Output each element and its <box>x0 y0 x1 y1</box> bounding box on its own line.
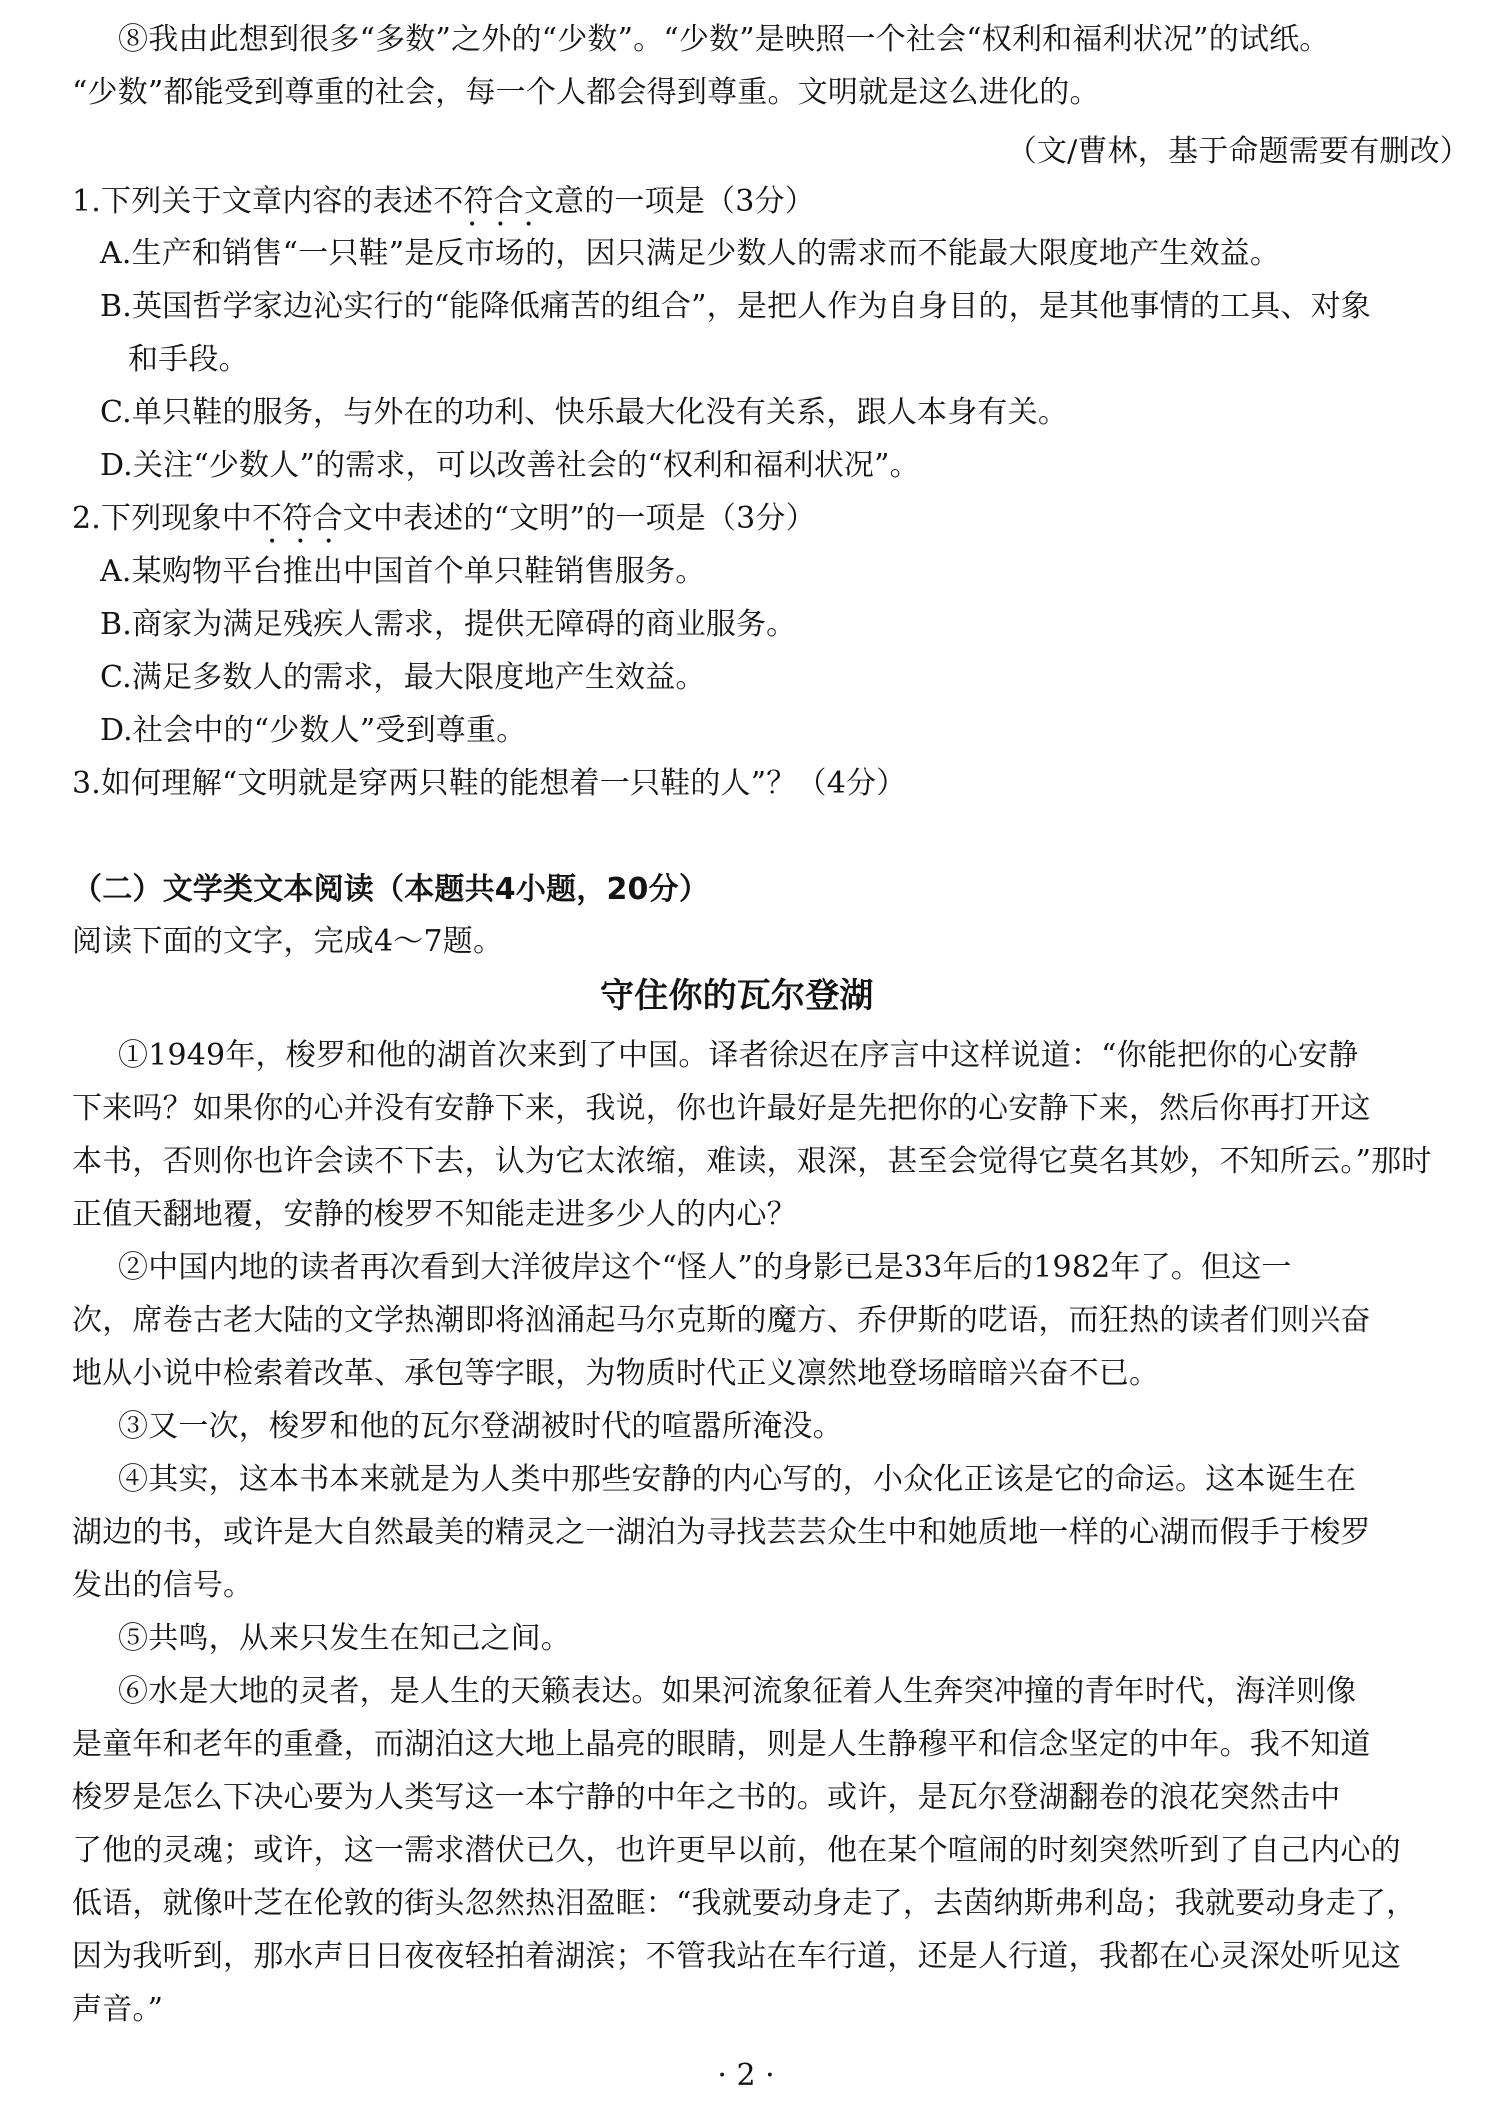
question-1-option-c: C.单只鞋的服务，与外在的功利、快乐最大化没有关系，跟人本身有关。 <box>100 395 1069 430</box>
story-paragraph-4-line-2: 湖边的书，或许是大自然最美的精灵之一湖泊为寻找芸芸众生中和她质地一样的心湖而假手于梭罗 <box>72 1515 1371 1550</box>
story-paragraph-5-line-1: ⑤共鸣，从来只发生在知己之间。 <box>118 1621 571 1656</box>
story-paragraph-6-line-1: ⑥水是大地的灵者，是人生的天籁表达。如果河流象征着人生奔突冲撞的青年时代，海洋则像 <box>118 1674 1357 1709</box>
story-paragraph-1-line-3: 本书，否则你也许会读不下去，认为它太浓缩，难读，艰深，甚至会觉得它莫名其妙，不知所云。”那时 <box>72 1144 1432 1179</box>
story-paragraph-3-line-1: ③又一次，梭罗和他的瓦尔登湖被时代的喧嚣所淹没。 <box>118 1409 843 1444</box>
story-paragraph-6-line-5: 低语，就像叶芝在伦敦的街头忽然热泪盈眶：“我就要动身走了，去茵纳斯弗利岛；我就要动身走了， <box>72 1886 1417 1921</box>
story-paragraph-6-line-4: 了他的灵魂；或许，这一需求潜伏已久，也许更早以前，他在某个喧闹的时刻突然听到了自己内心的 <box>72 1833 1401 1868</box>
paragraph-8-line-2: “少数”都能受到尊重的社会，每一个人都会得到尊重。文明就是这么进化的。 <box>72 75 1100 110</box>
question-2-option-d: D.社会中的“少数人”受到尊重。 <box>100 713 527 748</box>
question-1-option-d: D.关注“少数人”的需求，可以改善社会的“权利和福利状况”。 <box>100 448 920 483</box>
story-paragraph-2-line-1: ②中国内地的读者再次看到大洋彼岸这个“怪人”的身影已是33年后的1982年了。但这一 <box>118 1250 1292 1285</box>
story-title: 守住你的瓦尔登湖 <box>600 976 874 1016</box>
page-number: · 2 · <box>717 2058 775 2093</box>
story-paragraph-4-line-1: ④其实，这本书本来就是为人类中那些安静的内心写的，小众化正该是它的命运。这本诞生在 <box>118 1462 1357 1497</box>
question-2-option-b: B.商家为满足残疾人需求，提供无障碍的商业服务。 <box>100 607 797 642</box>
question-1-stem: 1.下列关于文章内容的表述不符合文意的一项是（3分） <box>72 184 815 219</box>
section-2-heading: （二）文学类文本阅读（本题共4小题，20分） <box>72 872 710 907</box>
question-3-stem: 3.如何理解“文明就是穿两只鞋的能想着一只鞋的人”？（4分） <box>72 766 907 801</box>
question-1-option-b-line-2: 和手段。 <box>128 342 249 377</box>
story-paragraph-2-line-3: 地从小说中检索着改革、承包等字眼，为物质时代正义凛然地登场暗暗兴奋不已。 <box>72 1356 1160 1391</box>
story-paragraph-6-line-6: 因为我听到，那水声日日夜夜轻拍着湖滨；不管我站在车行道，还是人行道，我都在心灵深处听见这 <box>72 1939 1401 1974</box>
article-source: （文/曹林，基于命题需要有删改） <box>1006 134 1470 169</box>
section-2-instruction: 阅读下面的文字，完成4～7题。 <box>72 924 504 959</box>
story-paragraph-6-line-7: 声音。” <box>72 1992 164 2027</box>
story-paragraph-6-line-2: 是童年和老年的重叠，而湖泊这大地上晶亮的眼睛，则是人生静穆平和信念坚定的中年。我不知道 <box>72 1727 1371 1762</box>
story-paragraph-1-line-1: ①1949年，梭罗和他的湖首次来到了中国。译者徐迟在序言中这样说道：“你能把你的心安静 <box>118 1038 1359 1073</box>
emphasis-dots-q1: ••• <box>468 217 553 233</box>
story-paragraph-2-line-2: 次，席卷古老大陆的文学热潮即将汹涌起马尔克斯的魔方、乔伊斯的呓语，而狂热的读者们则兴奋 <box>72 1303 1371 1338</box>
question-1-option-a: A.生产和销售“一只鞋”是反市场的，因只满足少数人的需求而不能最大限度地产生效益。 <box>100 236 1281 271</box>
paragraph-8-line-1: ⑧我由此想到很多“多数”之外的“少数”。“少数”是映照一个社会“权利和福利状况”的试纸。 <box>118 22 1330 57</box>
story-paragraph-1-line-2: 下来吗？如果你的心并没有安静下来，我说，你也许最好是先把你的心安静下来，然后你再打开这 <box>72 1091 1371 1126</box>
story-paragraph-4-line-3: 发出的信号。 <box>72 1568 254 1603</box>
question-2-stem: 2.下列现象中不符合文中表述的“文明”的一项是（3分） <box>72 501 816 536</box>
question-2-option-c: C.满足多数人的需求，最大限度地产生效益。 <box>100 660 706 695</box>
emphasis-dots-q2: ••• <box>268 534 353 550</box>
story-paragraph-6-line-3: 梭罗是怎么下决心要为人类写这一本宁静的中年之书的。或许，是瓦尔登湖翻卷的浪花突然击中 <box>72 1780 1341 1815</box>
story-paragraph-1-line-4: 正值天翻地覆，安静的梭罗不知能走进多少人的内心？ <box>72 1197 797 1232</box>
question-2-option-a: A.某购物平台推出中国首个单只鞋销售服务。 <box>100 554 706 589</box>
question-1-option-b-line-1: B.英国哲学家边沁实行的“能降低痛苦的组合”，是把人作为自身目的，是其他事情的工具、对象 <box>100 289 1372 324</box>
